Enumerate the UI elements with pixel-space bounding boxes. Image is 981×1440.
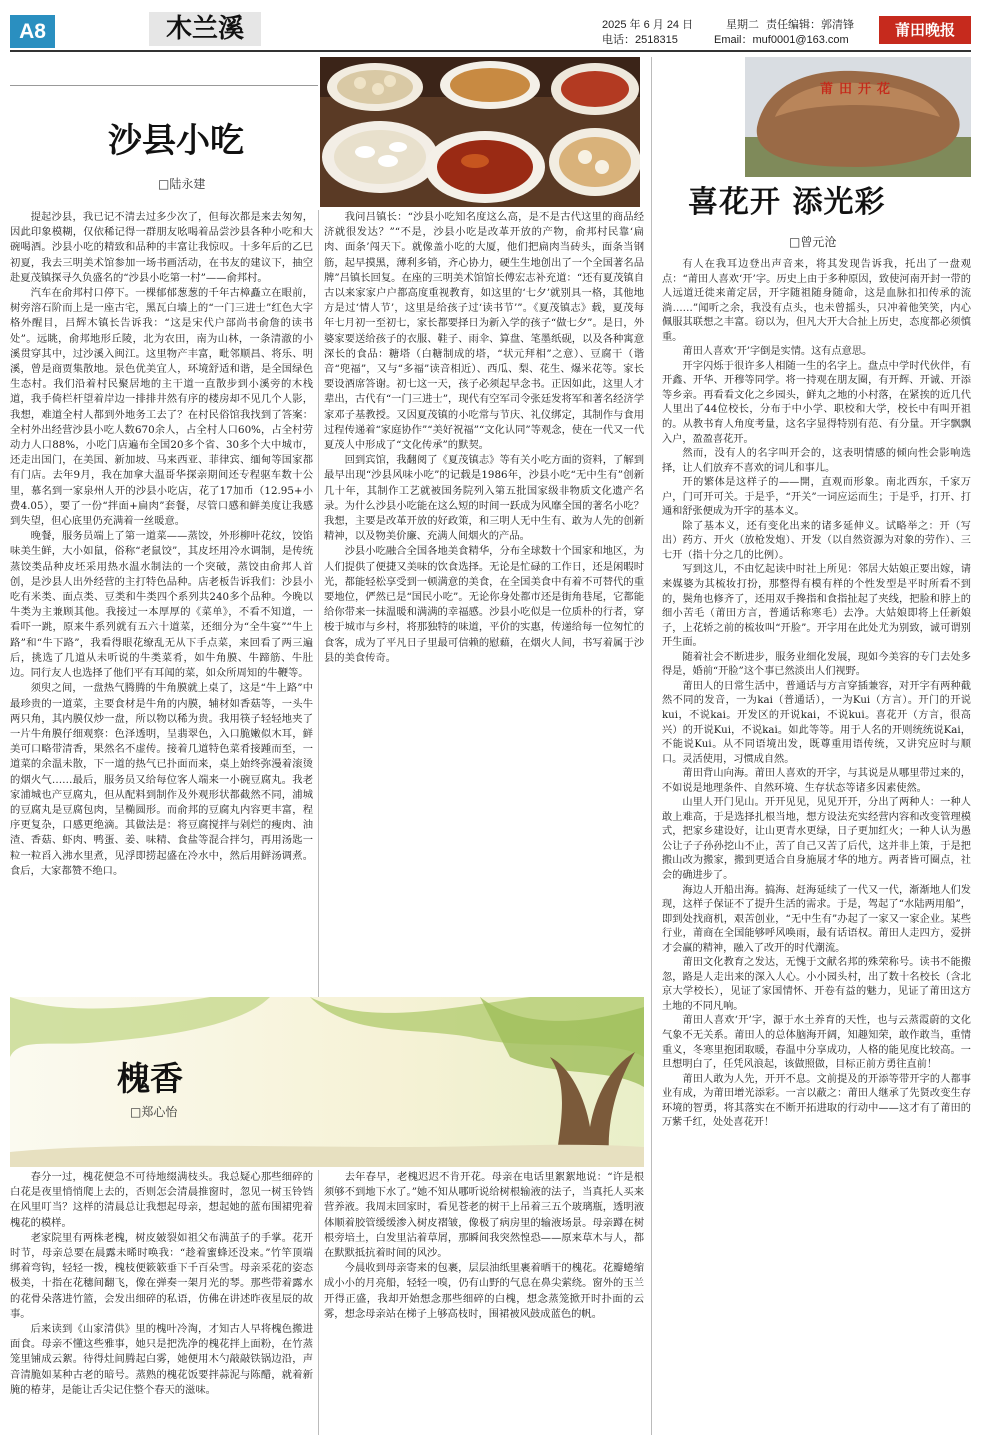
food-photo: [320, 57, 640, 207]
page-number: A8: [10, 15, 55, 48]
article2-paragraph: 莆田文化教育之发达，无愧于文献名邦的殊荣称号。读书不能搬忽，路是人走出来的深入人心。小小园头村，出了数十名校长（含北京大学校长），见证了家国情怀、开卷有益的魅力，见证了莆田这方土地的不同凡响。: [662, 957, 971, 1012]
article1-paragraph: 汽车在俞邦村口停下。一棵郁郁葱葱的千年古樟矗立在眼前，树旁溶石阶而上是一座古宅，黑瓦白墙上的“一门三进士”红色大字格外醒目，吕辉木镇长告诉我：“这是宋代户部尚书俞詹的读书处”。远眺，俞邦地形丘陵，北为农田，南为山林，一条清澈的小溪贯穿其中，过沙溪入闽江。这里物产丰富，毗邻顺昌、将乐、明溪，曾是商贾集散地。景色优美宜人，环境舒适和谐，是全国绿色生态村。我们沿着村民聚居地的主干道一直散步到小溪旁的木栈道，我手倚栏杆望着岸边一排排井然有序的楼房却不见几个人影，我想，难道全村人都到外地务工去了？在村民俗馆我找到了答案：全村外出经营沙县小吃人数670余人，占全村人口60%，占全村劳动力人口88%，小吃门店遍布全国20多个省、30多个大中城市，还走出国门，在美国、新加坡、马来西亚、菲律宾、缅甸等国家都有门店。去年9月，我在加拿大温哥华探亲期间还专程驱车数十公里，慕名到一家泉州人开的沙县小吃店，花了17加币（12.95+小费4.05），要了一份“拌面+扁肉”套餐，尽管口感和鲜美度让我感到失望，但心底里仍充满着一丝暖意。: [10, 287, 313, 528]
article2-byline: □曾元沧: [789, 235, 837, 249]
article1-byline: □陆永建: [158, 177, 206, 191]
article3-paragraph: 今晨收到母亲寄来的包裹，层层油纸里裹着晒干的槐花。花瓣蜷缩成小小的月亮船，轻轻一嗅，仍有山野的气息在鼻尖萦绕。窗外的玉兰开得正盛，我却开始想念那些细碎的白槐，想念蒸笼掀开时扑面的云雾，想念母亲站在梯子上够高枝时，围裙被风鼓成蓝色的帆。: [324, 1262, 644, 1320]
article1-paragraph: 沙县小吃融合全国各地美食精华，分布全球数十个国家和地区，为人们提供了便捷又美味的饮食选择。无论是忙碌的工作日，还是闲暇时光，都能轻松享受到一顿满意的美食，在全国美食中有着不可替代的重要地位，俨然已是“国民小吃”。无论你身处都市还是街角巷尾，它都能给你带来一抹温暖和满满的幸福感。沙县小吃似是一位质朴的行者，穿梭于城市与乡村，将那独特的味道，平价的实惠，传递给每一位匆忙的食客，成为了平凡日子里最可信赖的慰藉，在烟火人间，书写着属于沙县的美食传奇。: [324, 545, 644, 664]
article3-title: 槐香: [117, 1059, 183, 1098]
article2-paragraph: 然而，没有人的名字叫开会的，这表明情感的倾向性会影响选择，让人们放弃不喜欢的词儿和事儿。: [662, 448, 971, 474]
article2-paragraph: 山里人开门见山。开开见见，见见开开，分出了两种人：一种人敢上难高，于是选择扎根当地，想方设法充实经营内容和改变管理模式，把家乡建设好，让山更青水更绿，日子更加红火；一种人认为愚公让子子孙孙挖山不止，苦了自己又苦了后代，这并非上策，于是把搬山改为搬家，搬到更适合自身施展才华的地方。两者皆可圈点，社会的确进步了。: [662, 797, 971, 881]
phone-number: 电话：2518315: [602, 34, 678, 46]
article3-byline: □郑心怡: [130, 1105, 178, 1119]
article2-paragraph: 莆田背山向海。莆田人喜欢的开字，与其说是从哪里带过来的，不如说是地理条件、自然环境、生存状态等诸多因素使然。: [662, 768, 971, 794]
article1-title: 沙县小吃: [108, 121, 244, 161]
article1-paragraph: 回到宾馆，我翻阅了《夏茂镇志》等有关小吃方面的资料，了解到最早出现“沙县风味小吃”的记载是1986年，沙县小吃“无中生有”创新几十年，其制作工艺就被国务院列入第五批国家级非物质文化遗产名录。为什么沙县小吃能在这么短的时间一跃成为风靡全国的著名小吃？我想，主要是改革开放的好政策，和三明人无中生有、敢为人先的创新精神，以及物美价廉、充满人间烟火的产品。: [324, 454, 644, 543]
article3-body-col1: [10, 1170, 313, 1435]
article2-body: [662, 258, 971, 1438]
pagoda-tree-illustration: [10, 997, 644, 1167]
article3-paragraph: 去年春早，老槐迟迟不肯开花。母亲在电话里絮絮地说：“许是根须够不到地下水了。”她不知从哪听说给树根输液的法子，当真托人买来营养液。我周末回家时，看见苍老的树干上吊着三五个玻璃瓶，透明液体顺着胶管缓缓渗入树皮褶皱，像极了病房里的输液场景。母亲蹲在树根旁培土，白发里沾着草屑，那瞬间我突然惶恐——原来草木与人，都在默默抵抗着时间的风沙。: [324, 1171, 644, 1260]
article2-paragraph: 莆田人喜欢‘开’字倒是实情。这有点意思。: [682, 346, 873, 358]
carved-stone-illustration: [745, 57, 971, 177]
article1-top-rule: [10, 85, 318, 86]
column-divider: [651, 57, 652, 1435]
article1-paragraph: 提起沙县，我已记不清去过多少次了，但每次都是来去匆匆，因此印象模糊，仅依稀记得一群朋友吆喝着品尝沙县各种小吃和大碗喝酒。沙县小吃的精致和品种的丰富让我惊叹。十多年后的乙巳初夏，我去三明美术馆参加一场书画活动，在书友的建议下，抽空赴夏茂镇探寻久负盛名的“沙县小吃第一村”——俞邦村。: [10, 211, 313, 284]
article2-paragraph: 除了基本义，还有变化出来的诸多延伸义。试略举之：开（写出）药方、开火（放枪发炮）、开发（以自然资源为对象的劳作）、三七开（指十分之几的比例）。: [662, 520, 971, 561]
article2-paragraph: 开字闪烁于很许多人相随一生的名字上。盘点中学时代伙伴，有开鑫、开华、开穆等同学。将一持观在朋友圈，有开辉、开诚、开添等乡亲。再看看文化之乡园头，鲜丸之地的小村落，在紧挨的近几代人里出了44位校长，分布于中小学、职校和大学，校长中有叫开祖的。从教书育人角度考量，这名字显得特别有范、有分量。开字飘飘入户，盈盈喜花开。: [662, 360, 971, 445]
article1-body-col1: [10, 210, 313, 1060]
column-divider: [318, 1170, 319, 1435]
editor-name: 责任编辑：郭清锋: [766, 19, 854, 31]
article2-paragraph: 有人在我耳边登出声音来，将其发现告诉我，托出了一盘观点：“莆田人喜欢‘开’字。历史上由于多种原因，致使河南开封一带的人远道迁徙来莆定居，开字随祖随身随命，这是血脉扣扣传承的流淌……”闻听之余，我没有点头，也未曾摇头，只冲着他笑笑，内心佩服其联想之丰富。窃以为，但凡大开大合扯上历史，态度都必须慎重。: [662, 259, 971, 343]
article1-body-col2: [324, 210, 644, 1060]
food-photo-illustration: [320, 57, 640, 207]
article1-paragraph: 须臾之间，一盘热气腾腾的牛角膜就上桌了，这是“牛上路”中最珍贵的一道菜，主要食材是牛角的内膜，辅材如香菇等，一头牛两只角，其内膜仅炒一盘，所以物以稀为贵。我用筷子轻轻地夹了一片牛角膜仔细观察：色泽透明，呈翡翠色，入口脆嫩似木耳，鲜美可口略带清香，果然名不虚传。接着几道特色菜肴接踵而至，一道菜的余温未散，下一道的热气已扑面而来，桌上始终弥漫着滚烫的烟火气……最后，服务员又给每位客人端来一小碗豆腐丸。我老家浦城也产豆腐丸，但从配料到制作及外观形状都截然不同，浦城的豆腐丸是豆腐包肉，呈椭圆形。而俞邦的豆腐丸内容更丰富，程序更复杂，口感更绝滴。其做法是：将豆腐搅拌与剁烂的瘦肉、油渣、香菇、虾肉、鸭蛋、姜、味精、食盐等混合拌匀，再用汤匙一粒一粒舀入沸水里煮，见浮即捞起盛在冷水中，然后用鲜汤调煮。食后，大家都赞不绝口。: [10, 682, 313, 877]
article2-paragraph: 开的繁体是这样子的——開，直观而形象。南北西东，千家万户，门可开可关。于是乎，“开关”一词应运而生；于是乎，打开、打通和舒张便成为开字的基本义。: [662, 477, 971, 518]
article3-paragraph: 老家院里有两株老槐，树皮皴裂如祖父布满茧子的手掌。花开时节，母亲总要在晨露未晞时唤我：“趁着蜜蜂还没来。”竹竿顶端绑着弯钩，轻轻一拨，槐枝便簌簌垂下千百朵雪。母亲采花的姿态极美，十指在花穗间翻飞，像在弹奏一架月光的琴。那些带着露水的花骨朵落进竹篮，会发出细碎的私语，仿佛在讲述昨夜星辰的故事。: [10, 1231, 313, 1320]
header-rule: [10, 50, 971, 52]
column-name: 木兰溪: [149, 12, 261, 46]
column-divider: [318, 210, 319, 1065]
article2-paragraph: 海边人开船出海。搞海、赶海延续了一代又一代，渐渐地人们发现，这样子保证不了提升生活的需求。于是，驾起了“水陆两用船”，即到处找商机，艰苦创业，“无中生有”办起了一家又一家企业。某些行业，莆商在全国能够呼风唤雨，最有话语权。莆田人走四方，爱拼才会赢的精神，融入了改开的时代潮流。: [662, 884, 971, 954]
stone-photo: [745, 57, 971, 177]
article3-body-col2: [324, 1170, 644, 1435]
article2-paragraph: 随着社会不断进步，服务业细化发展，现如今美容的专门去处多得是，婚前“开脸”这个事已然淡出人们视野。: [662, 651, 971, 678]
issue-weekday: 星期二: [726, 19, 759, 31]
tree-illustration: [10, 997, 644, 1167]
article2-paragraph: 莆田人喜欢‘开’字，源于水土养育的天性，也与云蒸霞蔚的文化气象不无关系。莆田人的总体脑海开阔，知趣知荣，敢作敢当，重情重义，冬寒里抱团取暖，春温中分享成功，人格的能见度比较高。一旦想明白了，任凭风浪起，该做照做，目标正前方勇往直前！: [662, 1015, 971, 1071]
stone-inscription: 莆田开花: [819, 82, 896, 97]
article2-paragraph: 莆田人敢为人先，开开不息。文前提及的开添等带开字的人都事业有成，为莆田增光添彩。一言以蔽之：莆田人继承了先贤改变生存环境的智勇，将其落实在不断开拓进取的行动中——这才有了莆田的万紫千红，处处喜花开！: [662, 1073, 971, 1129]
article1-paragraph: 晚餐，服务员端上了第一道菜——蒸饺，外形柳叶花纹，饺馅味美生鲜，大小如鼠，俗称“老鼠饺”，其皮坯用冷水调制，是传统蒸饺类品种皮坯采用热水温水制法的一个突破，蒸饺由俞邦人首创，是沙县人出外经营的主打特色品种。店老板告诉我们：沙县小吃有米类、面点类、豆类和牛类四个系列共240多个品种。今晚以牛类为主兼顾其他。我接过一本厚厚的《菜单》，不看不知道，一看吓一跳，原来牛系列就有五六十道菜，还细分为“全牛宴”“牛上路”和“牛下路”，我看得眼花缭乱无从下手点菜，来回看了两三遍后，挑选了几道从未听说的牛类菜肴，如牛角膜、牛蹄筋、牛肚边。同行友人也选择了他们平有耳闻的菜，如众所周知的牛鞭等。: [10, 530, 313, 680]
article3-paragraph: 春分一过，槐花便急不可待地缀满枝头。我总疑心那些细碎的白花是夜里悄悄爬上去的，否则怎会清晨推窗时，忽见一树玉铃铛在风里叮当？这样的清晨总让我想起母亲，想起她的蓝布围裙兜着槐花的模样。: [10, 1171, 313, 1229]
issue-date: 2025 年 6 月 24 日: [602, 19, 694, 31]
article2-paragraph: 莆田人的日常生活中，普通话与方言穿插兼容，对开字有两种截然不同的发音，一为kai（普通话），一为Kui（方言）。开门的开说kui，不说kai。开发区的开说kai，不说kui。喜花开（方言，很高兴）的开说Kui，不说kai。如此等等。用于人名的开则统统说Kai，不能说Kui。从不同语境出发，既尊重用语传统，又讲究应时与顺口。灵活使用，习惯成自然。: [662, 680, 971, 765]
article2-title: 喜花开 添光彩: [688, 185, 886, 220]
email-address[interactable]: Email：muf0001@163.com: [714, 34, 849, 46]
article1-paragraph: 我问吕镇长：“沙县小吃知名度这么高，是不是古代这里的商品经济就很发达？”“不是，沙县小吃是改革开放的产物，俞邦村民靠‘扁肉、面条’闯天下。就像盖小吃的大厦，他们把扁肉当砖头，面条当钢筋，起早摸黑，薄利多销，齐心协力，硬生生地创出了一个全国著名品牌”吕镇长回复。在座的三明美术馆馆长傅宏志补充道：“还有夏茂镇自古以来家家户户都高度重视教育，如这里的‘七夕’就别具一格，其他地方是过‘情人节’，这里是给孩子过‘读书节’”。《夏茂镇志》载，夏茂每年七月初一至初七，家长都要择日为新入学的孩子“做七夕”。是日，外婆家要送给孩子的衣服、鞋子、雨伞、算盘、笔墨纸砚，以及各种寓意深长的食品：糖塔（白糖制成的塔，“状元拜相”之意）、豆腐干（谐音“兜福”，又与“多福”读音相近）、西瓜、梨、花生、爆米花等。家长要设酒席答谢。初七这一天，孩子必须起早念书。正因如此，这里人才辈出，古代有“一门三进士”，现代有空军司令张廷发将军和著名经济学家邓子基教授。又因夏茂镇的小吃常与节庆、礼仪绑定，其制作与食用过程传递着“家庭协作”“美好祝福”“文化认同”等观念，使在一代又一代夏茂人中形成了“文化传承”的默契。: [324, 211, 644, 452]
article3-paragraph: 后来读到《山家清供》里的槐叶冷淘，才知古人早将槐色搬进面食。母亲不懂这些雅事，她只是把洗净的槐花拌上面粉，在竹蒸笼里铺成云絮。待得灶间腾起白雾，她便用木勺敲敲铁锅边沿，声音清脆如某种古老的暗号。蒸熟的槐花饭要拌蒜泥与陈醋，就着新腌的椿芽，是能让舌尖记住整个春天的滋味。: [10, 1323, 313, 1396]
newspaper-logo: 莆田晚报: [879, 16, 971, 44]
article2-paragraph: 写到这儿，不由忆起读中时社上所见：邻居大姑娘正要出嫁，请来媒婆为其梳妆打扮，那整得有模有样的个性发型是平时所看不到的，鬓角也修齐了，还用双手搀指和食指扯起了夹线，把脸和脖上的细小苦毛（莆田方言，普通话称寒毛）去净。大姑娘即将上任新娘子，上花轿之前的梳妆叫“开脸”。开字用在此处尤为别致，诚可谓别开生面。: [662, 564, 971, 649]
